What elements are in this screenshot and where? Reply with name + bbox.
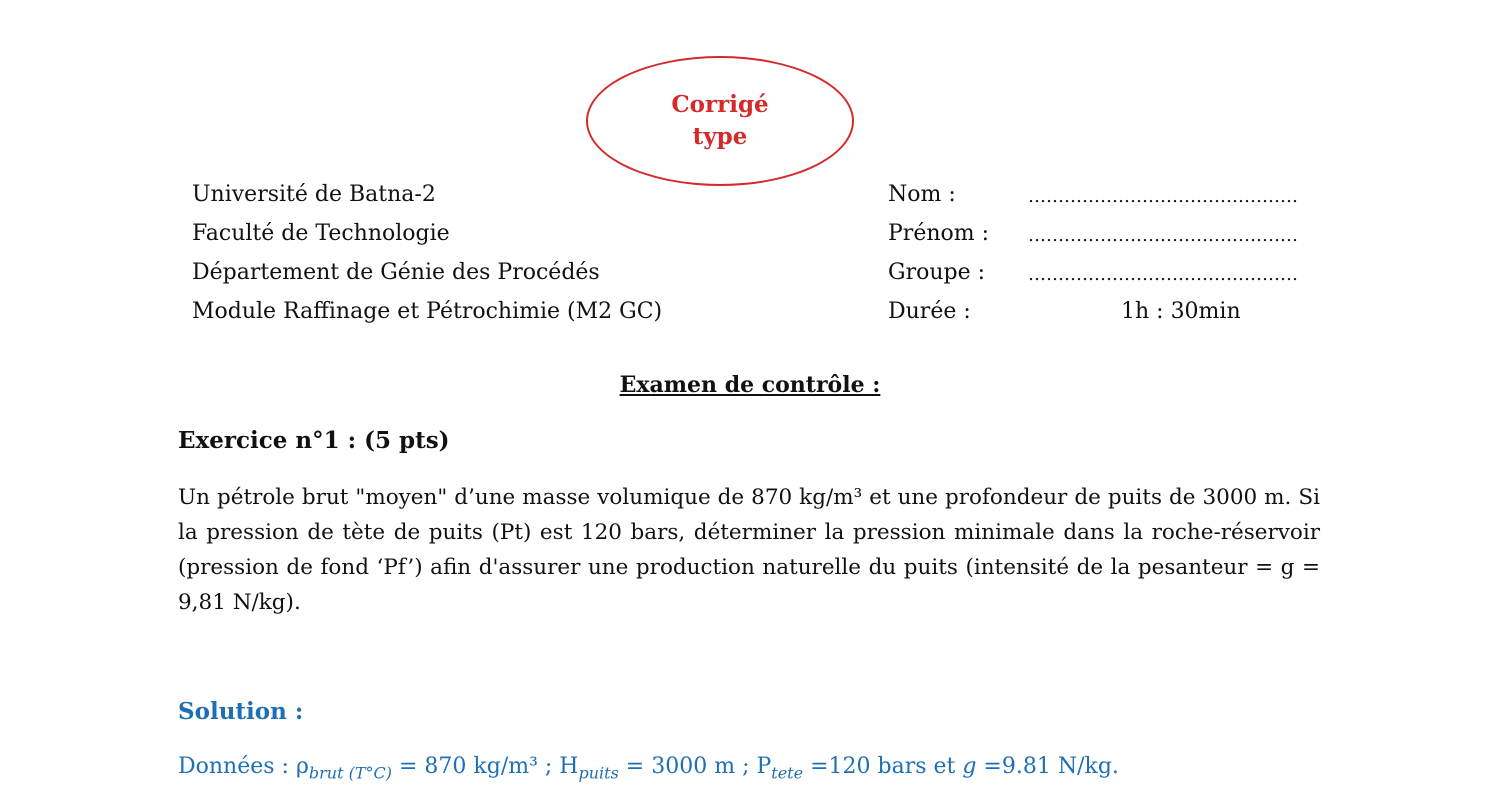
nom-label: Nom :	[888, 182, 956, 207]
duree-value: 1h : 30min	[1121, 299, 1241, 324]
exam-title: Examen de contrôle :	[619, 372, 881, 398]
nom-field: ………………………………………	[1028, 186, 1298, 207]
stamp-line1: Corrigé	[671, 91, 769, 118]
rho-value: = 870 kg/m³ ; H	[392, 754, 579, 779]
header-module: Module Raffinage et Pétrochimie (M2 GC)	[192, 299, 663, 324]
g-symbol: g	[962, 754, 977, 779]
groupe-field: ………………………………………	[1028, 264, 1298, 285]
header-department: Département de Génie des Procédés	[192, 260, 600, 285]
header-faculty: Faculté de Technologie	[192, 221, 450, 246]
groupe-label: Groupe :	[888, 260, 986, 285]
exercise-title: Exercice n°1 : (5 pts)	[178, 427, 450, 454]
exercise-statement: Un pétrole brut "moyen" d’une masse volumique de 870 kg/m³ et une profondeur de puits de 3000 m. Si la pression de tète de puits (Pt) est 120 bars, déterminer la pression minimale dans la roche-réservoir (pression de fond ‘Pf’) afin d'assurer une production naturelle du puits (intensité de la pesanteur = g = 9,81 N/kg).	[178, 485, 1320, 615]
header-university: Université de Batna-2	[192, 182, 436, 207]
solution-title: Solution :	[178, 698, 304, 725]
p-value: =120 bars et	[803, 754, 963, 779]
prenom-label: Prénom :	[888, 221, 990, 246]
corrige-type-stamp	[586, 56, 854, 186]
duree-label: Durée :	[888, 299, 971, 324]
p-subscript: tete	[771, 763, 804, 783]
h-value: = 3000 m ; P	[618, 754, 772, 779]
given-data-line	[178, 754, 1119, 782]
data-prefix: Données : ρ	[178, 754, 309, 779]
g-value: =9.81 N/kg.	[976, 754, 1119, 779]
rho-subscript: brut (T°C)	[308, 763, 392, 783]
h-subscript: puits	[578, 763, 619, 783]
prenom-field: ………………………………………	[1028, 225, 1298, 246]
stamp-line2: type	[692, 123, 748, 150]
